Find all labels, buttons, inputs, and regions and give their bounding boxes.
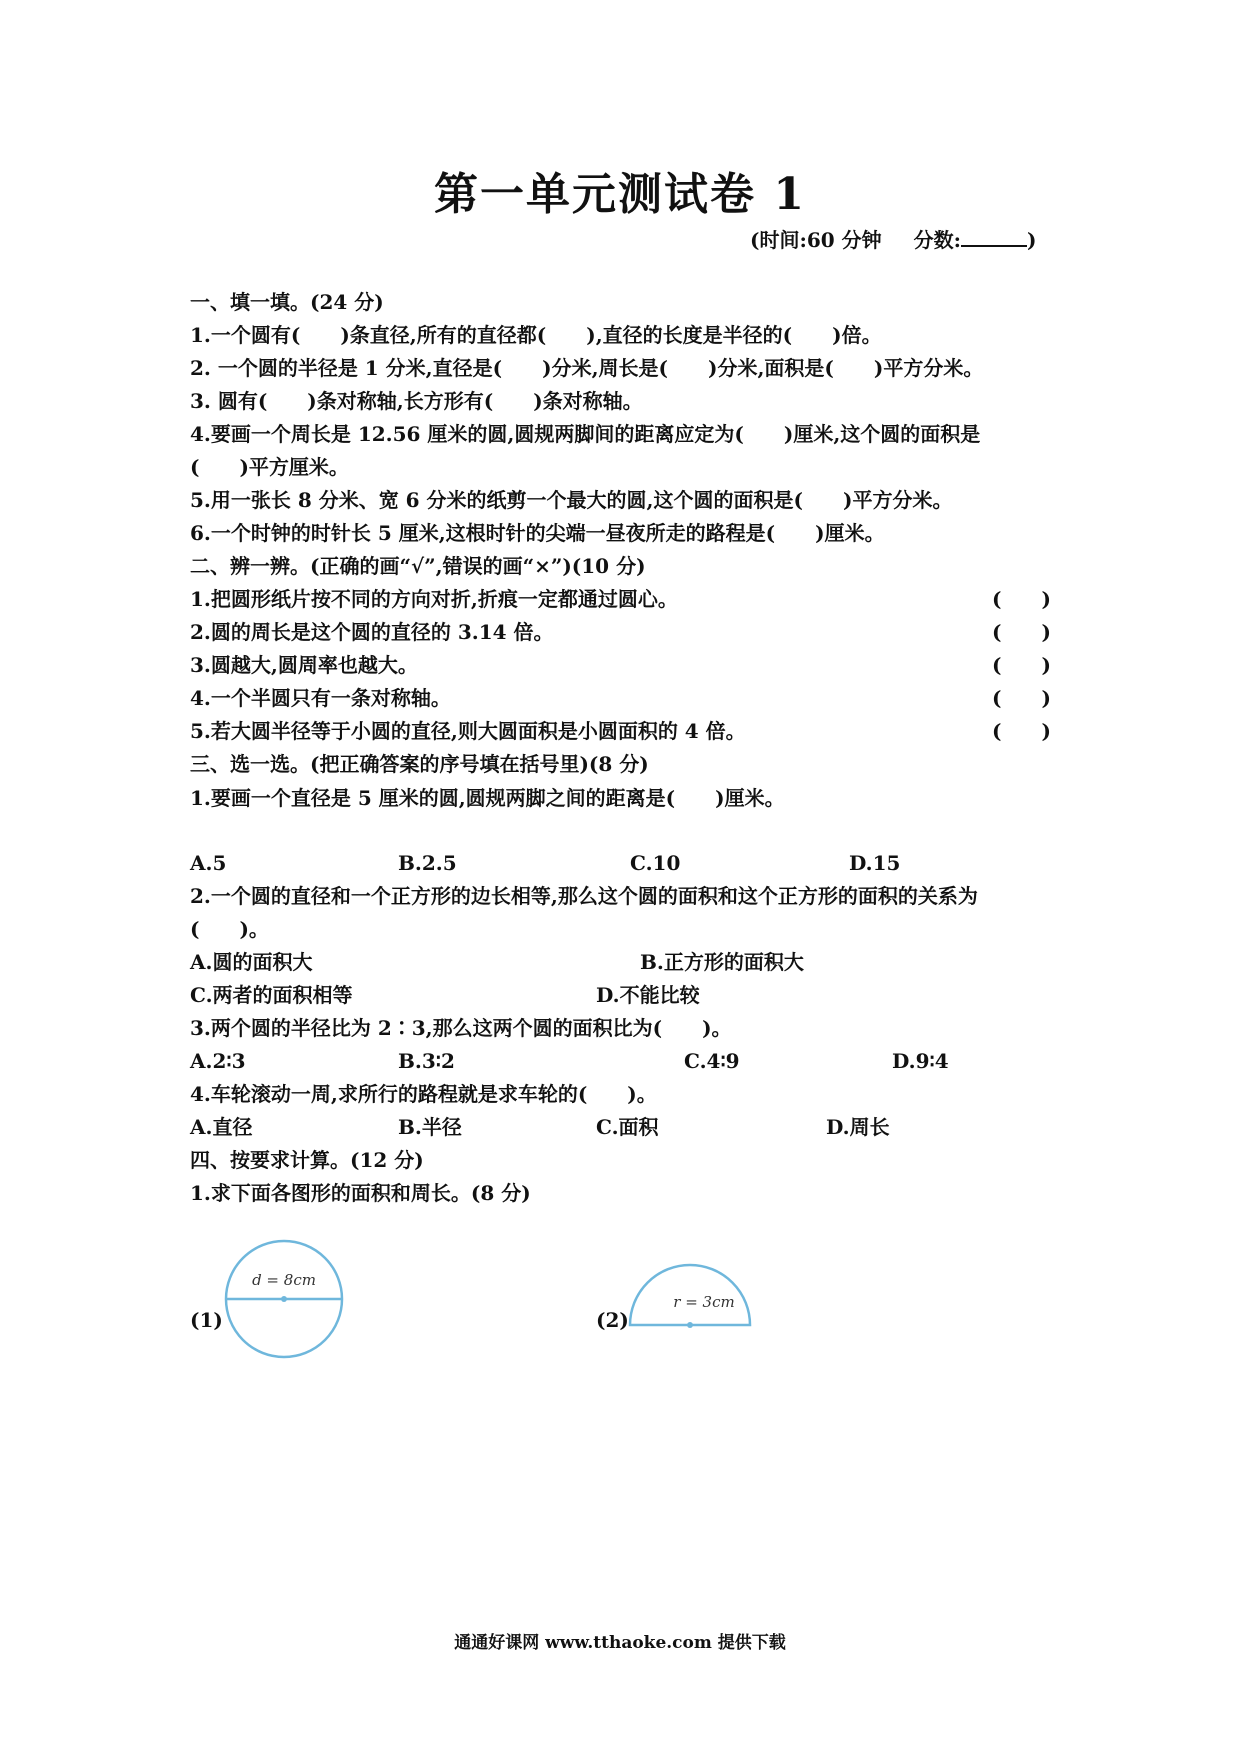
choice-question-4: 4.车轮滚动一周,求所行的路程就是求车轮的( )。: [190, 1082, 657, 1106]
choice-2-option-d[interactable]: D.不能比较: [596, 983, 700, 1007]
circle-diameter-label: d = 8cm: [252, 1271, 316, 1289]
choice-2-option-a[interactable]: A.圆的面积大: [190, 950, 313, 974]
semicircle-radius-label: r = 3cm: [673, 1293, 735, 1311]
circle-center-dot: [281, 1296, 287, 1302]
section4-heading: 四、按要求计算。(12 分): [190, 1148, 424, 1172]
judge-question-5: 5.若大圆半径等于小圆的直径,则大圆面积是小圆面积的 4 倍。: [190, 719, 746, 743]
fill-question-2: 2. 一个圆的半径是 1 分米,直径是( )分米,周长是( )分米,面积是( )平方分米。: [190, 356, 984, 380]
figure-2-label: (2): [596, 1308, 629, 1332]
judge-answer-5[interactable]: ( ): [992, 719, 1051, 743]
calc-question-1: 1.求下面各图形的面积和周长。(8 分): [190, 1181, 531, 1205]
semicircle-figure: [626, 1262, 754, 1330]
score-label: 分数:: [913, 228, 961, 252]
circle-figure: [222, 1237, 346, 1361]
footer-credit: 通通好课网 www.tthaoke.com 提供下载: [454, 1633, 786, 1653]
judge-answer-3[interactable]: ( ): [992, 653, 1051, 677]
choice-4-option-d[interactable]: D.周长: [826, 1115, 890, 1139]
choice-3-option-c[interactable]: C.4∶9: [684, 1049, 740, 1073]
choice-3-option-a[interactable]: A.2∶3: [190, 1049, 246, 1073]
judge-answer-1[interactable]: ( ): [992, 587, 1051, 611]
meta-close: ): [1026, 228, 1037, 252]
fill-question-5: 5.用一张长 8 分米、宽 6 分米的纸剪一个最大的圆,这个圆的面积是( )平方分米。: [190, 488, 953, 512]
section2-heading: 二、辨一辨。(正确的画“√”,错误的画“×”)(10 分): [190, 554, 646, 578]
choice-question-2: 2.一个圆的直径和一个正方形的边长相等,那么这个圆的面积和这个正方形的面积的关系为: [190, 884, 978, 908]
judge-question-4: 4.一个半圆只有一条对称轴。: [190, 686, 451, 710]
choice-question-2-cont: ( )。: [190, 917, 269, 941]
choice-4-option-c[interactable]: C.面积: [596, 1115, 659, 1139]
figure-1-label: (1): [190, 1308, 223, 1332]
choice-1-option-b[interactable]: B.2.5: [398, 851, 457, 875]
judge-question-3: 3.圆越大,圆周率也越大。: [190, 653, 418, 677]
choice-1-option-d[interactable]: D.15: [849, 851, 901, 875]
judge-answer-4[interactable]: ( ): [992, 686, 1051, 710]
time-label: (时间:60 分钟: [750, 228, 882, 252]
choice-3-option-b[interactable]: B.3∶2: [398, 1049, 455, 1073]
fill-question-3: 3. 圆有( )条对称轴,长方形有( )条对称轴。: [190, 389, 643, 413]
judge-question-2: 2.圆的周长是这个圆的直径的 3.14 倍。: [190, 620, 554, 644]
fill-question-4-cont: ( )平方厘米。: [190, 455, 349, 479]
choice-4-option-a[interactable]: A.直径: [190, 1115, 253, 1139]
judge-question-1: 1.把圆形纸片按不同的方向对折,折痕一定都通过圆心。: [190, 587, 678, 611]
page-title: 第一单元测试卷 1: [434, 169, 806, 220]
fill-question-6: 6.一个时钟的时针长 5 厘米,这根时针的尖端一昼夜所走的路程是( )厘米。: [190, 521, 885, 545]
choice-question-1: 1.要画一个直径是 5 厘米的圆,圆规两脚之间的距离是( )厘米。: [190, 786, 785, 810]
exam-meta: [750, 224, 1050, 253]
score-blank[interactable]: [961, 227, 1027, 247]
choice-3-option-d[interactable]: D.9∶4: [892, 1049, 949, 1073]
fill-question-4: 4.要画一个周长是 12.56 厘米的圆,圆规两脚间的距离应定为( )厘米,这个圆的面积是: [190, 422, 981, 446]
choice-2-option-c[interactable]: C.两者的面积相等: [190, 983, 353, 1007]
semicircle-center-dot: [687, 1322, 693, 1328]
fill-question-1: 1.一个圆有( )条直径,所有的直径都( ),直径的长度是半径的( )倍。: [190, 323, 882, 347]
choice-1-option-c[interactable]: C.10: [630, 851, 681, 875]
choice-4-option-b[interactable]: B.半径: [398, 1115, 462, 1139]
judge-answer-2[interactable]: ( ): [992, 620, 1051, 644]
choice-1-option-a[interactable]: A.5: [190, 851, 227, 875]
choice-question-3: 3.两个圆的半径比为 2∶3,那么这两个圆的面积比为( )。: [190, 1016, 732, 1040]
section1-heading: 一、填一填。(24 分): [190, 290, 384, 314]
choice-2-option-b[interactable]: B.正方形的面积大: [640, 950, 804, 974]
section3-heading: 三、选一选。(把正确答案的序号填在括号里)(8 分): [190, 752, 649, 776]
